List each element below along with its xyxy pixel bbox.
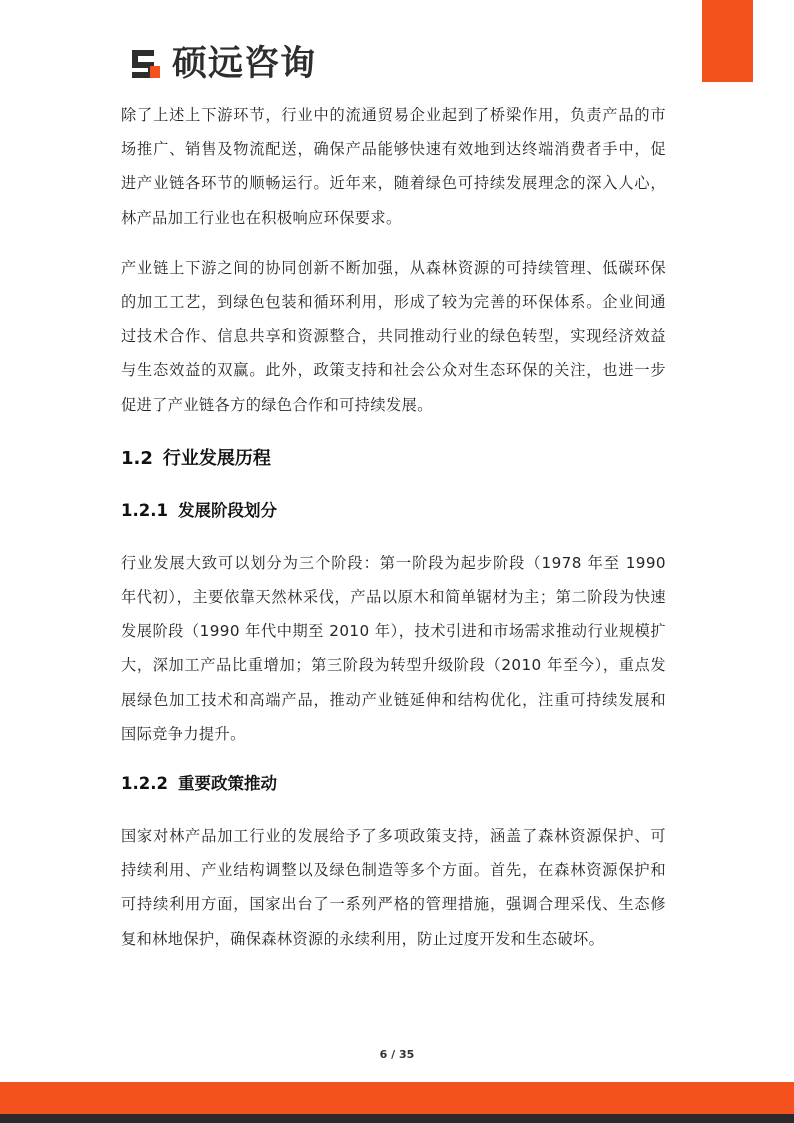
section-number: 1.2 bbox=[121, 447, 153, 469]
subsection-title: 发展阶段划分 bbox=[177, 500, 277, 520]
brand-name: 硕远咨询 bbox=[172, 44, 317, 84]
document-body bbox=[121, 98, 666, 956]
footer-accent-bar bbox=[0, 1082, 794, 1114]
subsection-heading bbox=[121, 496, 666, 526]
subsection-title: 重要政策推动 bbox=[177, 774, 277, 794]
s-logo-icon bbox=[128, 46, 164, 82]
subsection-number: 1.2.1 bbox=[121, 500, 168, 520]
corner-accent-block bbox=[702, 0, 753, 82]
page-number: 6 / 35 bbox=[379, 1048, 415, 1061]
paragraph: 除了上述上下游环节，行业中的流通贸易企业起到了桥梁作用，负责产品的市场推广、销售及物流配送，确保产品能够快速有效地到达终端消费者手中，促进产业链各环节的顺畅运行。近年来，随着绿色可持续发展理念的深入人心，林产品加工行业也在积极响应环保要求。 bbox=[121, 106, 666, 227]
brand-logo bbox=[128, 44, 316, 84]
paragraph: 行业发展大致可以划分为三个阶段：第一阶段为起步阶段（1978 年至 1990 年代初），主要依靠天然林采伐，产品以原木和简单锯材为主；第二阶段为快速发展阶段（1990 年代中期至 2010 年），技术引进和市场需求推动行业规模扩大，深加工产品比重增加；第三阶段为转型升级阶段（2010 年至今），重点发展绿色加工技术和高端产品，推动产业链延伸和结构优化，注重可持续发展和国际竞争力提升。 bbox=[121, 553, 666, 743]
subsection-number: 1.2.2 bbox=[121, 774, 168, 794]
section-heading bbox=[121, 444, 666, 474]
footer-dark-bar bbox=[0, 1114, 794, 1123]
paragraph: 产业链上下游之间的协同创新不断加强，从森林资源的可持续管理、低碳环保的加工工艺，到绿色包装和循环利用，形成了较为完善的环保体系。企业间通过技术合作、信息共享和资源整合，共同推动行业的绿色转型，实现经济效益与生态效益的双赢。此外，政策支持和社会公众对生态环保的关注，也进一步促进了产业链各方的绿色合作和可持续发展。 bbox=[121, 258, 666, 414]
paragraph: 国家对林产品加工行业的发展给予了多项政策支持，涵盖了森林资源保护、可持续利用、产业结构调整以及绿色制造等多个方面。首先，在森林资源保护和可持续利用方面，国家出台了一系列严格的管理措施，强调合理采伐、生态修复和林地保护，确保森林资源的永续利用，防止过度开发和生态破坏。 bbox=[121, 827, 666, 948]
subsection-heading bbox=[121, 769, 666, 799]
section-title: 行业发展历程 bbox=[162, 447, 271, 469]
